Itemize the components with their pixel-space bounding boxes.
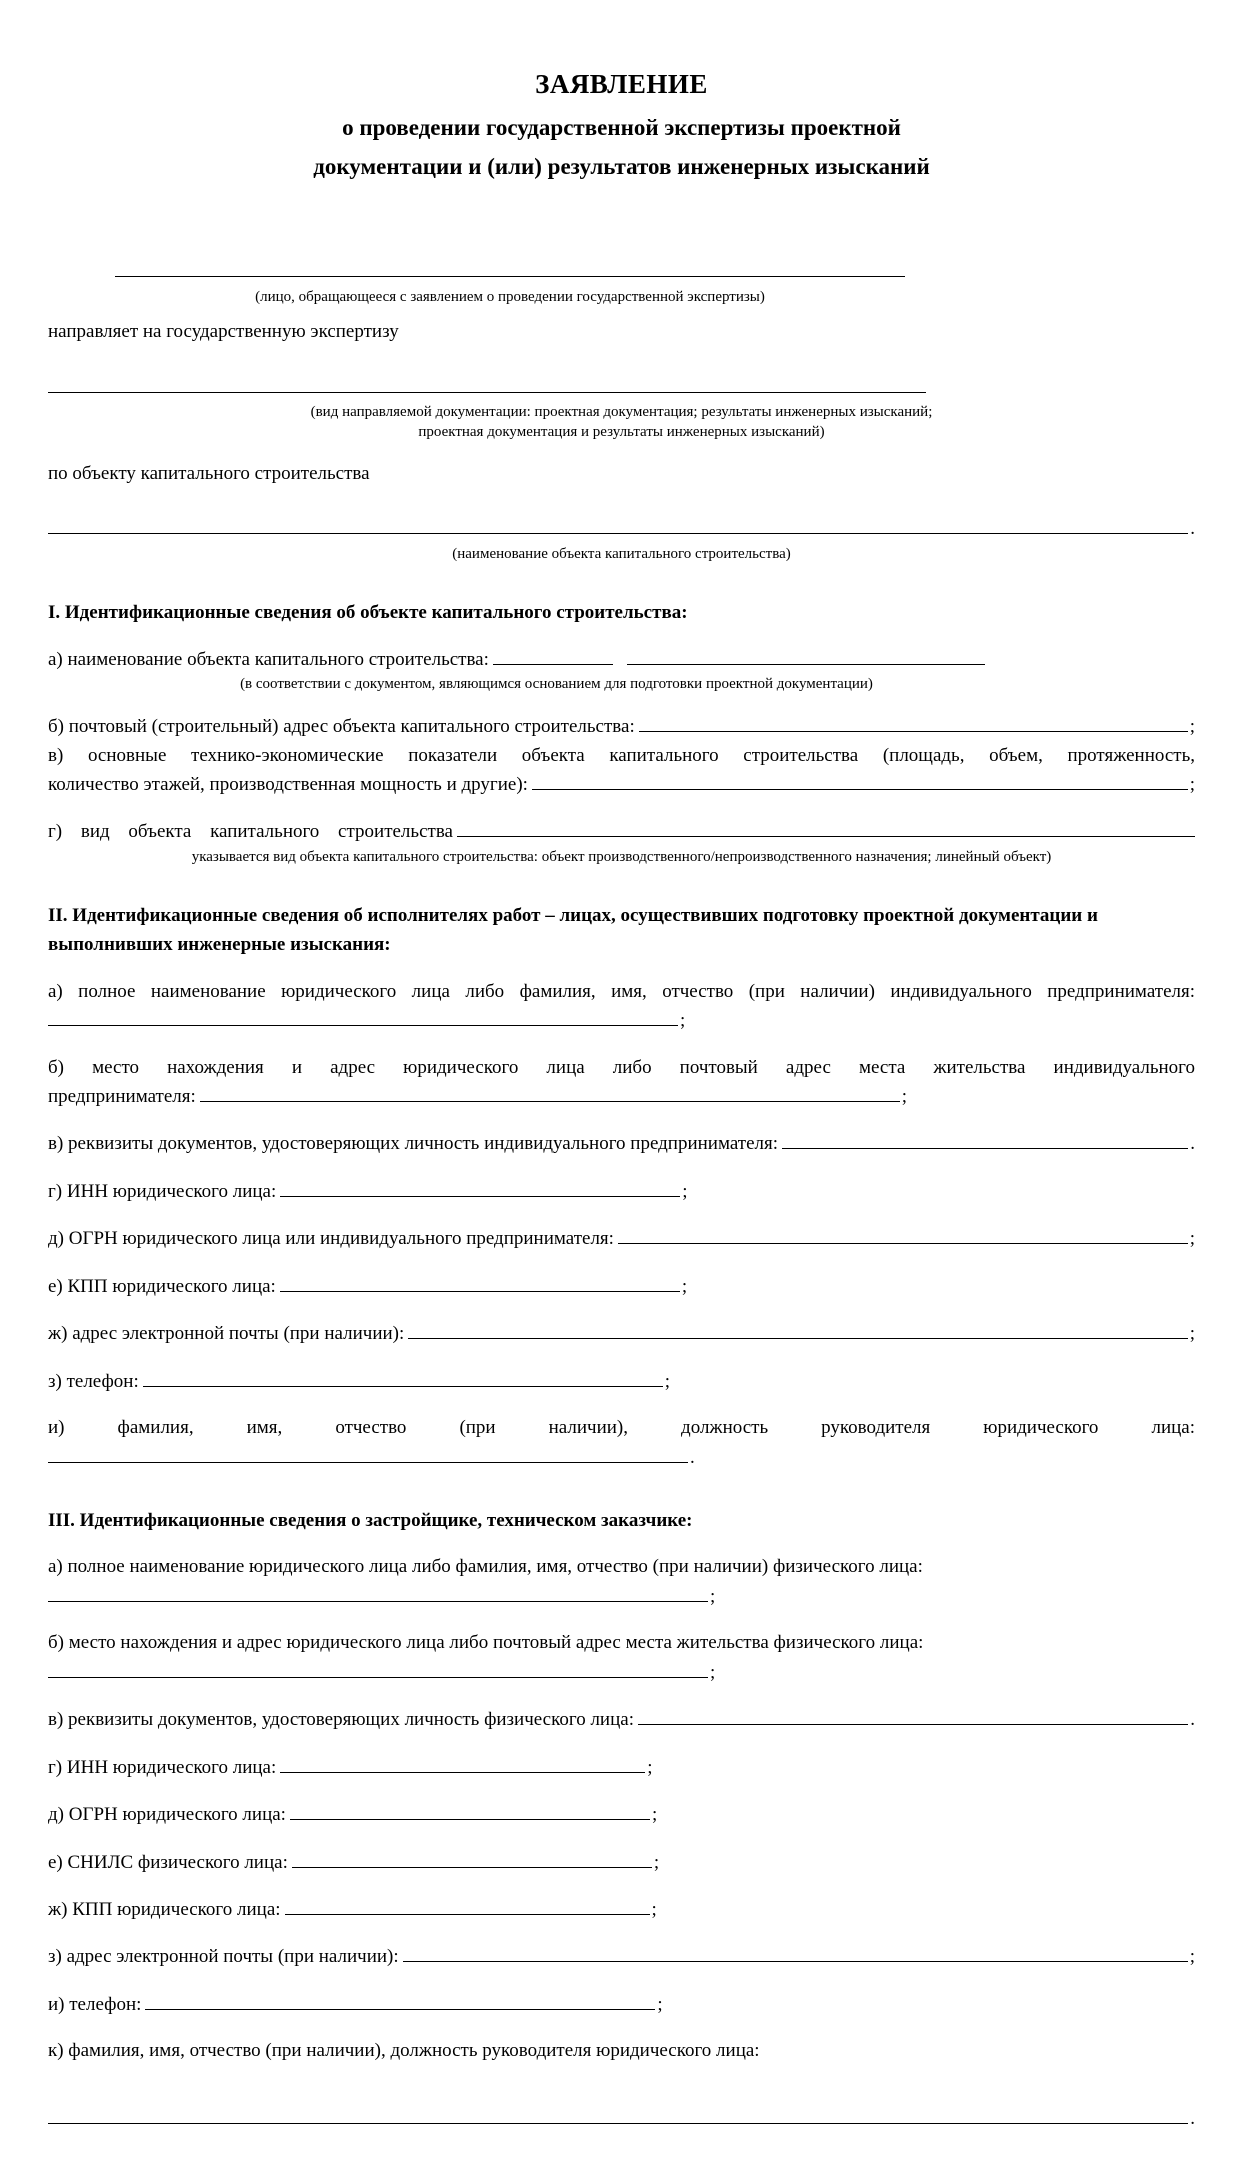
section1-item-a-caption: (в соответствии с документом, являющимся основанием для подготовки проектной документации) bbox=[240, 676, 873, 693]
section1-item-b-fill-line[interactable] bbox=[639, 712, 1188, 732]
section2-item-d-punct: ; bbox=[1189, 1228, 1195, 1250]
section2-item-e-label: е) КПП юридического лица: bbox=[48, 1275, 276, 1297]
section2-item-g-punct: ; bbox=[682, 1180, 688, 1202]
section3-item-i bbox=[48, 1990, 1195, 2019]
section3-item-z-fill-line[interactable] bbox=[403, 1943, 1188, 1963]
section3-item-i-fill-line[interactable] bbox=[145, 1990, 655, 2010]
section1-item-a-label: а) наименование объекта капитального строительства: bbox=[48, 648, 489, 670]
doc-kind-fill-line[interactable] bbox=[48, 373, 926, 393]
section2-item-i bbox=[48, 1414, 1195, 1472]
section1-item-v-line2-label: количество этажей, производственная мощность и другие): bbox=[48, 774, 528, 795]
section2-item-zh-punct: ; bbox=[1189, 1323, 1195, 1345]
section3-item-d-punct: ; bbox=[651, 1804, 658, 1826]
section3-item-d bbox=[48, 1800, 1195, 1829]
section3-item-g-label: г) ИНН юридического лица: bbox=[48, 1756, 277, 1778]
section3-item-v bbox=[48, 1705, 1195, 1734]
section2-item-d-fill-line[interactable] bbox=[618, 1224, 1188, 1244]
section2-item-b-line2-label: предпринимателя: bbox=[48, 1085, 196, 1107]
section2-item-z-fill-line[interactable] bbox=[143, 1367, 663, 1387]
section1-item-a-fill-line-2[interactable] bbox=[627, 645, 985, 665]
section2-item-e-fill-line[interactable] bbox=[280, 1272, 680, 1292]
section2-item-b-fill-row bbox=[48, 1082, 1195, 1111]
section3-item-k-fill-row bbox=[48, 2104, 1195, 2133]
section2-item-v bbox=[48, 1129, 1195, 1158]
section3-item-b bbox=[48, 1629, 1195, 1687]
section3-item-i-label: и) телефон: bbox=[48, 1993, 142, 2015]
section2-item-i-fill-row bbox=[48, 1443, 1195, 1472]
section1-item-v-line2-row bbox=[48, 770, 1195, 799]
section2-item-z-punct: ; bbox=[664, 1370, 671, 1392]
section1-item-v bbox=[48, 742, 1195, 800]
section1-item-a-fill-line-1[interactable] bbox=[493, 645, 613, 665]
section2-item-e bbox=[48, 1272, 1195, 1301]
section3-item-g bbox=[48, 1753, 1195, 1782]
doc-kind-caption-2: проектная документация и результаты инженерных изысканий) bbox=[418, 424, 825, 441]
directs-text: направляет на государственную экспертизу bbox=[48, 321, 399, 343]
object-name-fill-line[interactable] bbox=[48, 514, 1188, 534]
section2-item-i-fill-line[interactable] bbox=[48, 1443, 688, 1463]
section3-item-e-fill-line[interactable] bbox=[292, 1848, 652, 1868]
section3-item-i-punct: ; bbox=[657, 1993, 663, 2015]
section2-item-a bbox=[48, 978, 1195, 1036]
section2-item-d-label: д) ОГРН юридического лица или индивидуального предпринимателя: bbox=[48, 1228, 614, 1250]
section3-item-e-punct: ; bbox=[653, 1851, 660, 1873]
section3-item-zh-punct: ; bbox=[651, 1899, 657, 1920]
section3-item-v-punct: . bbox=[1190, 1709, 1195, 1731]
section3-item-z-punct: ; bbox=[1189, 1946, 1195, 1968]
section2-item-a-punct: ; bbox=[680, 1010, 686, 1031]
section3-item-z bbox=[48, 1943, 1195, 1972]
section2-item-i-punct: . bbox=[690, 1446, 695, 1468]
section3-item-a-label: а) полное наименование юридического лица либо фамилия, имя, отчество (при наличии) физического лица: bbox=[48, 1556, 923, 1578]
object-lead-text: по объекту капитального строительства bbox=[48, 462, 370, 484]
section3-item-v-fill-line[interactable] bbox=[638, 1705, 1188, 1725]
section3-item-g-punct: ; bbox=[647, 1756, 653, 1778]
section1-item-v-line1: в) основные технико-экономические показатели объекта капитального строительства (площадь, объем, протяженность, bbox=[48, 744, 1195, 766]
section3-item-k-label: к) фамилия, имя, отчество (при наличии), должность руководителя юридического лица: bbox=[48, 2040, 760, 2062]
section1-item-v-punct: ; bbox=[1189, 774, 1195, 795]
section1-item-g-label: г) вид объекта капитального строительства bbox=[48, 821, 453, 843]
section3-item-e bbox=[48, 1848, 1195, 1877]
section2-heading: II. Идентификационные сведения об исполнителях работ – лицах, осуществивших подготовку проектной документации и выполнивших инженерные изыскания: bbox=[48, 904, 1098, 956]
form-subtitle-line-2: документации и (или) результатов инженерных изысканий bbox=[313, 153, 930, 179]
section3-item-k-fill-line[interactable] bbox=[48, 2104, 1188, 2124]
section1-item-g-fill-line[interactable] bbox=[457, 818, 1195, 838]
applicant-block bbox=[115, 257, 905, 306]
section1-item-b-label: б) почтовый (строительный) адрес объекта капитального строительства: bbox=[48, 716, 635, 738]
section3-item-zh bbox=[48, 1895, 1195, 1924]
section1-item-g-caption: указывается вид объекта капитального строительства: объект производственного/непроизводственного назначения; линейный объект) bbox=[191, 848, 1052, 865]
applicant-fill-line[interactable] bbox=[115, 257, 905, 277]
section3-item-z-label: з) адрес электронной почты (при наличии): bbox=[48, 1946, 399, 1968]
section2-item-v-punct: . bbox=[1190, 1133, 1195, 1155]
section2-item-a-label: а) полное наименование юридического лица либо фамилия, имя, отчество (при наличии) индивидуального предпринимателя: bbox=[48, 980, 1195, 1002]
section2-item-zh-fill-line[interactable] bbox=[408, 1319, 1187, 1339]
section3-item-a-punct: ; bbox=[710, 1585, 716, 1607]
section3-item-zh-label: ж) КПП юридического лица: bbox=[48, 1899, 281, 1920]
section3-item-b-fill-line[interactable] bbox=[48, 1658, 708, 1678]
section1-item-g bbox=[48, 818, 1195, 847]
section2-item-g-fill-line[interactable] bbox=[280, 1177, 680, 1197]
section3-item-zh-fill-line[interactable] bbox=[285, 1895, 650, 1915]
section3-item-d-label: д) ОГРН юридического лица: bbox=[48, 1804, 286, 1826]
section2-item-b bbox=[48, 1054, 1195, 1112]
doc-kind-block bbox=[48, 373, 926, 402]
section1-item-a bbox=[48, 645, 1195, 674]
section3-item-k-punct: . bbox=[1190, 2107, 1195, 2129]
section1-item-v-fill-line[interactable] bbox=[532, 770, 1188, 790]
section2-item-b-punct: ; bbox=[901, 1085, 908, 1107]
object-name-block bbox=[48, 514, 1195, 543]
section3-heading: III. Идентификационные сведения о застройщике, техническом заказчике: bbox=[48, 1510, 693, 1531]
section2-item-a-fill-row bbox=[48, 1006, 1195, 1035]
section2-item-v-label: в) реквизиты документов, удостоверяющих личность индивидуального предпринимателя: bbox=[48, 1133, 779, 1155]
section2-item-z bbox=[48, 1367, 1195, 1396]
section2-item-d bbox=[48, 1224, 1195, 1253]
section2-item-zh bbox=[48, 1319, 1195, 1348]
section2-item-z-label: з) телефон: bbox=[48, 1370, 139, 1392]
section2-item-g-label: г) ИНН юридического лица: bbox=[48, 1180, 277, 1202]
section3-item-e-label: е) СНИЛС физического лица: bbox=[48, 1851, 288, 1873]
section3-item-a bbox=[48, 1553, 1195, 1611]
section2-item-i-label: и) фамилия, имя, отчество (при наличии), должность руководителя юридического лица: bbox=[48, 1417, 1195, 1439]
section3-item-a-fill-line[interactable] bbox=[48, 1582, 708, 1602]
object-name-period: . bbox=[1190, 518, 1195, 540]
section2-item-g bbox=[48, 1177, 1195, 1206]
section2-item-a-fill-line[interactable] bbox=[48, 1006, 678, 1026]
applicant-caption: (лицо, обращающееся с заявлением о проведении государственной экспертизы) bbox=[255, 288, 765, 305]
doc-kind-caption-1: (вид направляемой документации: проектная документация; результаты инженерных изысканий; bbox=[310, 404, 933, 421]
section1-item-b bbox=[48, 712, 1195, 741]
section3-item-k bbox=[48, 2037, 1195, 2133]
section2-item-v-fill-line[interactable] bbox=[782, 1129, 1188, 1149]
section1-item-b-punct: ; bbox=[1189, 716, 1195, 738]
form-title-block bbox=[48, 64, 1195, 183]
section1-heading: I. Идентификационные сведения об объекте капитального строительства: bbox=[48, 601, 688, 623]
section3-item-v-label: в) реквизиты документов, удостоверяющих личность физического лица: bbox=[48, 1709, 634, 1731]
form-title: ЗАЯВЛЕНИЕ bbox=[535, 69, 708, 99]
object-name-caption: (наименование объекта капитального строительства) bbox=[452, 545, 791, 562]
section2-item-e-punct: ; bbox=[681, 1275, 688, 1297]
section2-item-zh-label: ж) адрес электронной почты (при наличии): bbox=[48, 1323, 405, 1345]
section3-item-g-fill-line[interactable] bbox=[280, 1753, 645, 1773]
form-subtitle-line-1: о проведении государственной экспертизы проектной bbox=[342, 114, 901, 140]
section2-item-b-line1: б) место нахождения и адрес юридического лица либо почтовый адрес места жительства индивидуального bbox=[48, 1056, 1195, 1078]
section3-item-a-fill-row bbox=[48, 1582, 1195, 1611]
section3-item-b-punct: ; bbox=[710, 1661, 716, 1683]
section2-item-b-fill-line[interactable] bbox=[200, 1082, 900, 1102]
section3-item-b-label: б) место нахождения и адрес юридического лица либо почтовый адрес места жительства физического лица: bbox=[48, 1632, 924, 1654]
section3-item-d-fill-line[interactable] bbox=[290, 1800, 650, 1820]
section3-item-b-fill-row bbox=[48, 1658, 1195, 1687]
